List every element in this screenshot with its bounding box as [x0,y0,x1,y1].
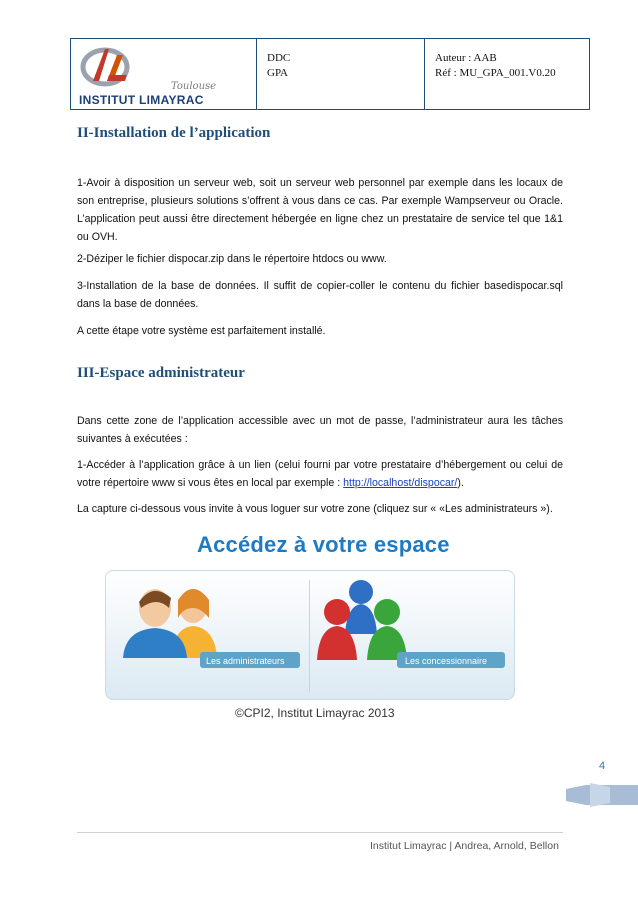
dealers-link[interactable]: Les concessionnaire [405,656,488,666]
logo-script-text: Toulouse [171,81,217,92]
dealers-people-icon[interactable] [311,574,421,660]
administrators-people-icon[interactable] [115,578,235,658]
footer-text: Institut Limayrac | Andrea, Arnold, Bellon [370,840,559,852]
header-gpa: GPA [267,67,288,79]
figure-title: Accédez à votre espace [197,532,450,557]
install-complete-note: A cette étape votre système est parfaitement installé. [77,325,326,337]
institute-logo [71,39,257,109]
administrators-link[interactable]: Les administrateurs [206,656,285,666]
login-capture-figure [105,528,515,724]
admin-capture-note: La capture ci-dessous vous invite à vous loguer sur votre zone (cliquez sur « «Les administrateurs »). [77,503,553,515]
figure-divider [309,580,310,692]
header-project-cell [257,39,425,109]
section-admin-title: III-Espace administrateur [77,365,245,381]
install-step-3: 3-Installation de la base de données. Il suffit de copier-coller le contenu du fichier basedispocar.sql dans la base de données. [77,280,563,310]
header-ddc: DDC [267,52,291,64]
page-number: 4 [599,760,606,772]
header-reference: Réf : MU_GPA_001.V0.20 [435,67,556,79]
page-tab-decoration [566,781,638,807]
logo-text: INSTITUT LIMAYRAC [79,93,204,107]
header-ref-cell [425,39,589,109]
document-header [70,38,590,110]
localhost-link[interactable]: http://localhost/dispocar/ [343,477,458,489]
admin-intro: Dans cette zone de l’application accessible avec un mot de passe, l’administrateur aura les tâches suivantes à exécutées : [77,415,563,445]
footer-rule [77,832,563,833]
header-author: Auteur : AAB [435,52,497,64]
limayrac-logo-icon [79,45,131,87]
admin-step-1: 1-Accéder à l’application grâce à un lien (celui fourni par votre prestataire d’hébergement ou celui de votre répertoire www si vous êtes en local par exemple : http://localhost/dispocar/). [77,459,563,489]
section-installation-title: II-Installation de l’application [77,125,271,141]
install-step-1: 1-Avoir à disposition un serveur web, soit un serveur web personnel par exemple dans les locaux de son entreprise, plusieurs solutions s’offrent à vous dans ce cas. Par exemple Wampserveur ou Oracle. L’application peut aussi être directement hébergée en ligne chez un prestataire de service tel que 1&1 ou OVH. [77,177,563,243]
figure-caption: ©CPI2, Institut Limayrac 2013 [235,706,395,720]
install-step-2: 2-Déziper le fichier dispocar.zip dans le répertoire htdocs ou www. [77,253,387,265]
